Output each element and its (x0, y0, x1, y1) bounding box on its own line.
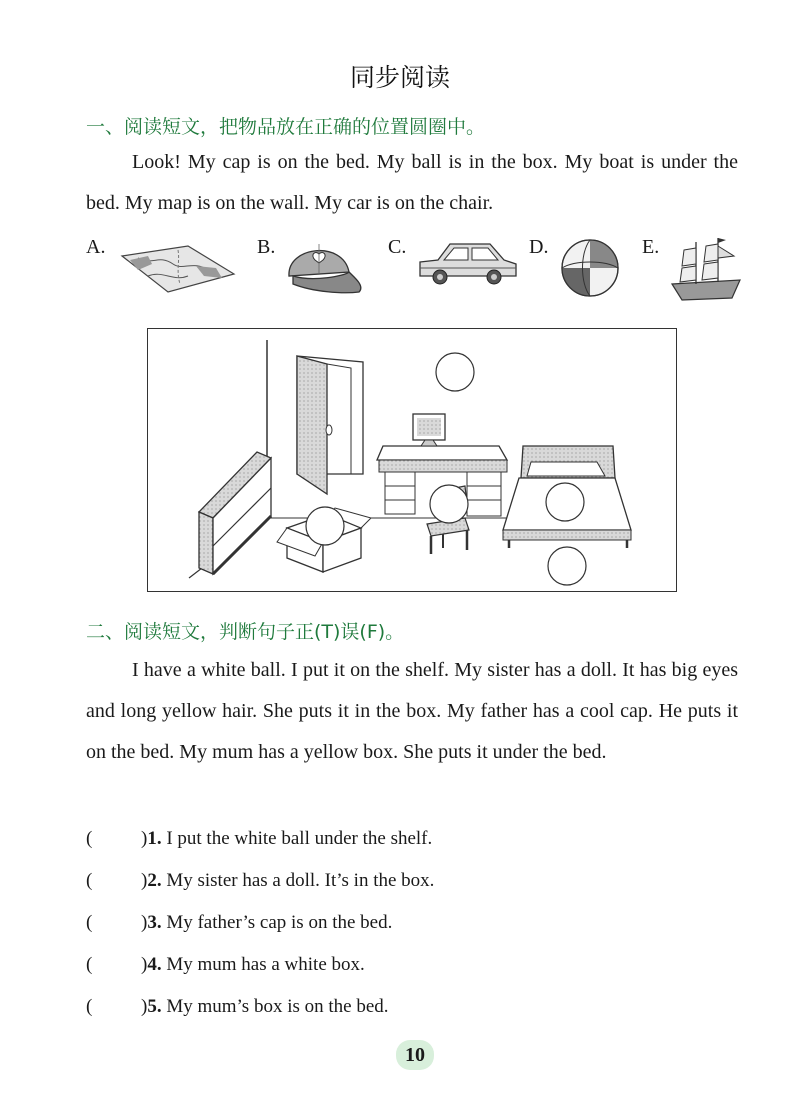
option-e-label: E. (642, 236, 660, 258)
section2-passage: I have a white ball. I put it on the shelf. My sister has a doll. It has big eyes and long yellow hair. She puts it in the box. My father has a cool cap. He puts it on the bed. My mum has a yellow box. She puts it under the bed. (86, 659, 738, 763)
option-a-label: A. (86, 236, 106, 258)
option-d-label: D. (529, 236, 549, 258)
answer-blank-1[interactable]: ( (86, 828, 93, 849)
answer-circle-under-bed (548, 547, 586, 585)
question-row-1: ( )1. I put the white ball under the shelf. (86, 828, 433, 849)
cap-icon[interactable] (283, 236, 367, 296)
door-illustration (297, 356, 363, 494)
section2-heading: 二、阅读短文，判断句子正(T)误(F)。 (86, 621, 405, 643)
section1-passage: Look! My cap is on the bed. My ball is in the box. My boat is under the bed. My map is on the wall. My car is on the chair. (86, 151, 738, 214)
answer-circle-bed (546, 483, 584, 521)
answer-circle-chair (430, 485, 468, 523)
page-title: 同步阅读 (349, 63, 450, 92)
boat-icon[interactable] (668, 236, 744, 306)
question-row-4: ( )4. My mum has a white box. (86, 954, 365, 975)
room-scene-illustration (147, 328, 677, 592)
page-number: 10 (396, 1040, 434, 1070)
answer-blank-4[interactable]: ( (86, 954, 93, 975)
option-b-label: B. (257, 236, 276, 258)
map-icon[interactable] (118, 236, 236, 296)
answer-circle-box (306, 507, 344, 545)
question-row-2: ( )2. My sister has a doll. It’s in the box. (86, 870, 435, 891)
ball-icon[interactable] (560, 238, 620, 298)
car-icon[interactable] (414, 238, 520, 288)
answer-blank-5[interactable]: ( (86, 996, 93, 1017)
answer-blank-2[interactable]: ( (86, 870, 93, 891)
question-row-3: ( )3. My father’s cap is on the bed. (86, 912, 393, 933)
question-row-5: ( )5. My mum’s box is on the bed. (86, 996, 389, 1017)
answer-blank-3[interactable]: ( (86, 912, 93, 933)
option-c-label: C. (388, 236, 407, 258)
answer-circle-wall (436, 353, 474, 391)
section1-heading: 一、阅读短文，把物品放在正确的位置圆圈中。 (86, 116, 486, 138)
shelf-illustration (199, 452, 271, 574)
